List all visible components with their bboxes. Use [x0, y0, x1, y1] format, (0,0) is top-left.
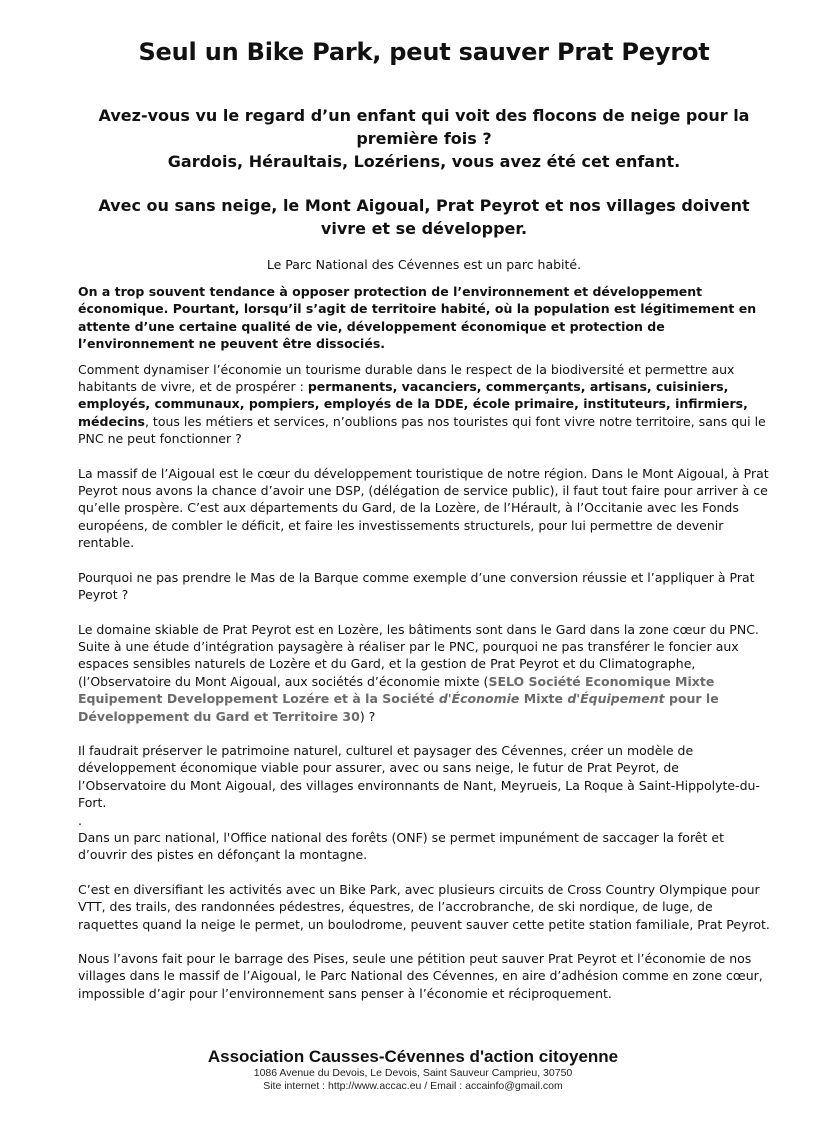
footer-organization: Association Causses-Cévennes d'action citoyenne [207, 1047, 619, 1066]
headline-villages: Avec ou sans neige, le Mont Aigoual, Prat Peyrot et nos villages doivent vivre et se développer. [98, 196, 750, 238]
lead-line: Le Parc National des Cévennes est un parc habité. [266, 257, 582, 272]
footer [0, 1047, 826, 1093]
paragraph-aigoual: La massif de l’Aigoual est le cœur du développement touristique de notre région. Dans le Mont Aigoual, à Prat Peyrot nous avons la chance d’avoir une DSP, (délégation de service public), il faut tout faire pour arriver à ce qu’elle prospère. C’est aux départements du Gard, de la Lozère, de l’Hérault, à l’Occitanie avec les Fonds européens, de combler le déficit, et faire les investissements structurels, pour lui permettre de devenir rentable. [78, 465, 769, 551]
intro-paragraph: On a trop souvent tendance à opposer protection de l’environnement et développement économique. Pourtant, lorsqu’il s’agit de territoire habité, où la population est légitimement en attente d’une certaine qualité de vie, développement économique et protection de l’environnement ne peuvent être dissociés. [78, 284, 757, 352]
paragraph-domaine-start: Le domaine skiable de Prat Peyrot est en Lozère, les bâtiments sont dans le Gard dans la zone cœur du PNC. Suite à une étude d’intégration paysagère à réaliser par le PNC, pourquoi ne pas transférer le foncier aux espaces sensibles naturels de Lozère et du Gard, et la gestion de Prat Peyrot et du Climatographe, (l’Observatoire du Mont Aigoual, aux sociétés d’économie mixte ( [78, 621, 759, 689]
paragraph-patrimoine: Il faudrait préserver le patrimoine naturel, culturel et paysager des Cévennes, créer un modèle de développement économique viable pour assurer, avec ou sans neige, le futur de Prat Peyrot, de l’Observatoire du Mont Aigoual, des villages environnants de Nant, Meyrueis, La Roque à Saint-Hippolyte-du-Fort. [78, 742, 760, 811]
selo-text: SELO Société Economique Mixte Equipement Developpement Lozére et à la Société [78, 673, 715, 707]
footer-address: 1086 Avenue du Devois, Le Devois, Saint Sauveur Camprieu, 30750 [253, 1067, 573, 1079]
paragraph-economy [78, 361, 770, 448]
territoire-text: pour le Développement du Gard et Territoire 30 [78, 691, 719, 724]
page-title: Seul un Bike Park, peut sauver Prat Peyrot [138, 38, 710, 66]
equipement-italic: d'Équipement [567, 691, 665, 707]
separator-dot: . [78, 812, 82, 828]
headline-children: Gardois, Héraultais, Lozériens, vous avez été cet enfant. [167, 152, 681, 171]
mixte-text: Mixte [519, 691, 568, 707]
headline-question: Avez-vous vu le regard d’un enfant qui voit des flocons de neige pour la première fois ? [98, 106, 750, 148]
paragraph-domaine-skiable [78, 621, 770, 725]
economie-italic: d'Économie [438, 691, 520, 707]
paragraph-economy-bold: permanents, vacanciers, commerçants, artisans, cuisiniers, employés, communaux, pompiers, employés de la DDE, école primaire, instituteurs, infirmiers, médecins [78, 379, 748, 429]
paragraph-economy-start: Comment dynamiser l’économie un tourisme durable dans le respect de la biodiversité et permettre aux habitants de vivre, et de prospérer : [78, 361, 735, 395]
footer-contact: Site internet : http://www.accac.eu / Email : accainfo@gmail.com [263, 1080, 563, 1092]
paragraph-mas-barque: Pourquoi ne pas prendre le Mas de la Barque comme exemple d’une conversion réussie et l’appliquer à Prat Peyrot ? [78, 569, 755, 603]
paragraph-economy-end: , tous les métiers et services, n’oublions pas nos touristes qui font vivre notre territoire, sans qui le PNC ne peut fonctionner ? [78, 413, 766, 447]
paragraph-petition: Nous l’avons fait pour le barrage des Pises, seule une pétition peut sauver Prat Peyrot et l’économie de nos villages dans le massif de l’Aigoual, le Parc National des Cévennes, en aire d’adhésion comme en zone cœur, impossible d’agir pour l’environnement sans penser à l’économie et réciproquement. [78, 951, 763, 1001]
paragraph-bike-park: C’est en diversifiant les activités avec un Bike Park, avec plusieurs circuits de Cross Country Olympique pour VTT, des trails, des randonnées pédestres, équestres, de l’accrobranche, de ski nordique, de luge, de raquettes quand la neige le permet, un boulodrome, peuvent sauver cette petite station familiale, Prat Peyrot. [78, 881, 770, 932]
paragraph-domaine-end: ) ? [359, 708, 376, 724]
paragraph-onf: Dans un parc national, l'Office national des forêts (ONF) se permet impunément de saccager la forêt et d’ouvrir des pistes en défonçant la montagne. [78, 829, 724, 863]
